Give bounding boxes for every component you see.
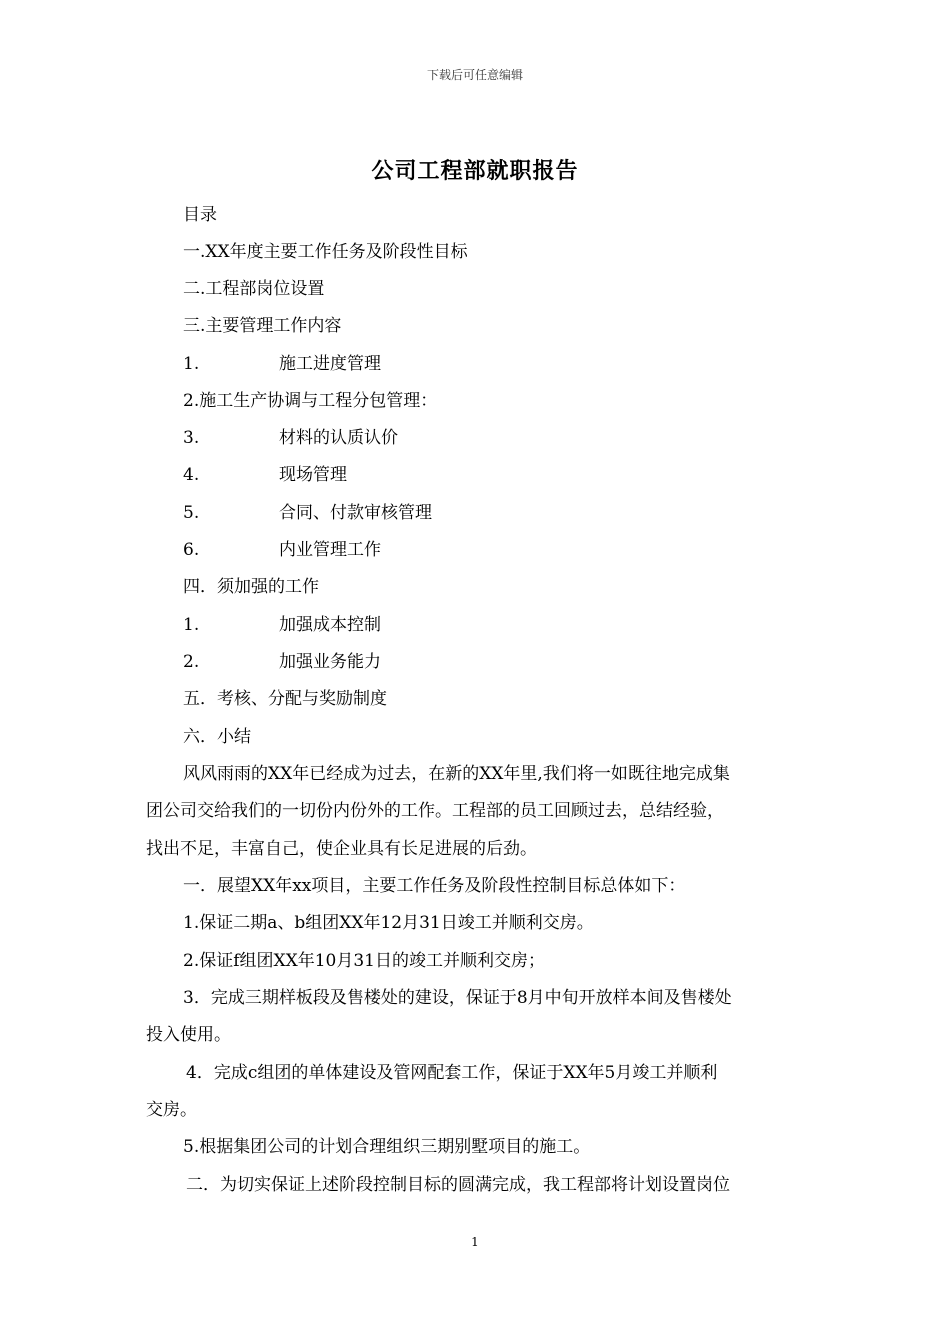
toc-item-label: 合同、付款审核管理	[279, 503, 432, 523]
toc-item-number: 5.	[183, 503, 200, 523]
document-title: 公司工程部就职报告	[371, 159, 579, 184]
toc-item-label: 加强业务能力	[279, 652, 381, 672]
toc-item	[183, 647, 381, 672]
toc-item-label: 施工进度管理	[279, 354, 381, 374]
toc-item: 二.工程部岗位设置	[183, 279, 325, 299]
toc-item-number: 6.	[183, 540, 200, 560]
toc-item-number: 3.	[183, 428, 200, 448]
toc-item	[183, 498, 432, 523]
toc-item-number: 2.	[183, 652, 200, 672]
goal-item-continuation: 投入使用。	[146, 1025, 231, 1045]
header-note: 下载后可任意编辑	[426, 68, 523, 82]
toc-item: 三.主要管理工作内容	[183, 316, 342, 336]
goal-item: 1.保证二期a、b组团XX年12月31日竣工并顺利交房。	[183, 913, 594, 933]
section-heading: 一．展望XX年xx项目，主要工作任务及阶段性控制目标总体如下：	[183, 876, 686, 896]
toc-item-label: 材料的认质认价	[279, 428, 398, 448]
page-number: 1	[471, 1235, 479, 1249]
body-line: 风风雨雨的XX年已经成为过去，在新的XX年里,我们将一如既往地完成集	[183, 764, 730, 784]
toc-item-label: 内业管理工作	[279, 540, 381, 560]
goal-item-continuation: 交房。	[146, 1100, 197, 1120]
toc-item: 五．考核、分配与奖励制度	[183, 689, 387, 709]
goal-item: 4．完成c组团的单体建设及管网配套工作，保证于XX年5月竣工并顺利	[186, 1063, 718, 1083]
goal-item: 5.根据集团公司的计划合理组织三期别墅项目的施工。	[183, 1137, 591, 1157]
toc-item	[183, 610, 381, 635]
goal-item: 2.保证f组团XX年10月31日的竣工并顺利交房；	[183, 951, 545, 971]
goal-item: 3．完成三期样板段及售楼处的建设，保证于8月中旬开放样本间及售楼处	[183, 988, 732, 1008]
toc-item: 四．须加强的工作	[183, 577, 319, 597]
toc-item	[183, 460, 347, 485]
toc-item: 2.施工生产协调与工程分包管理：	[183, 391, 438, 411]
section-heading: 二．为切实保证上述阶段控制目标的圆满完成，我工程部将计划设置岗位	[186, 1175, 730, 1195]
body-line: 团公司交给我们的一切份内份外的工作。工程部的员工回顾过去，总结经验，	[146, 801, 724, 821]
toc-item: 六．小结	[183, 727, 251, 747]
toc-item-number: 1.	[183, 615, 200, 635]
toc-item	[183, 349, 381, 374]
toc-item-number: 4.	[183, 465, 200, 485]
toc-item-label: 加强成本控制	[279, 615, 381, 635]
toc-item-number: 1.	[183, 354, 200, 374]
toc-item	[183, 423, 398, 448]
toc-item: 一.XX年度主要工作任务及阶段性目标	[183, 242, 468, 262]
toc-heading: 目录	[183, 205, 217, 225]
toc-item	[183, 535, 381, 560]
toc-item-label: 现场管理	[279, 465, 347, 485]
body-line: 找出不足，丰富自己，使企业具有长足进展的后劲。	[146, 839, 537, 859]
